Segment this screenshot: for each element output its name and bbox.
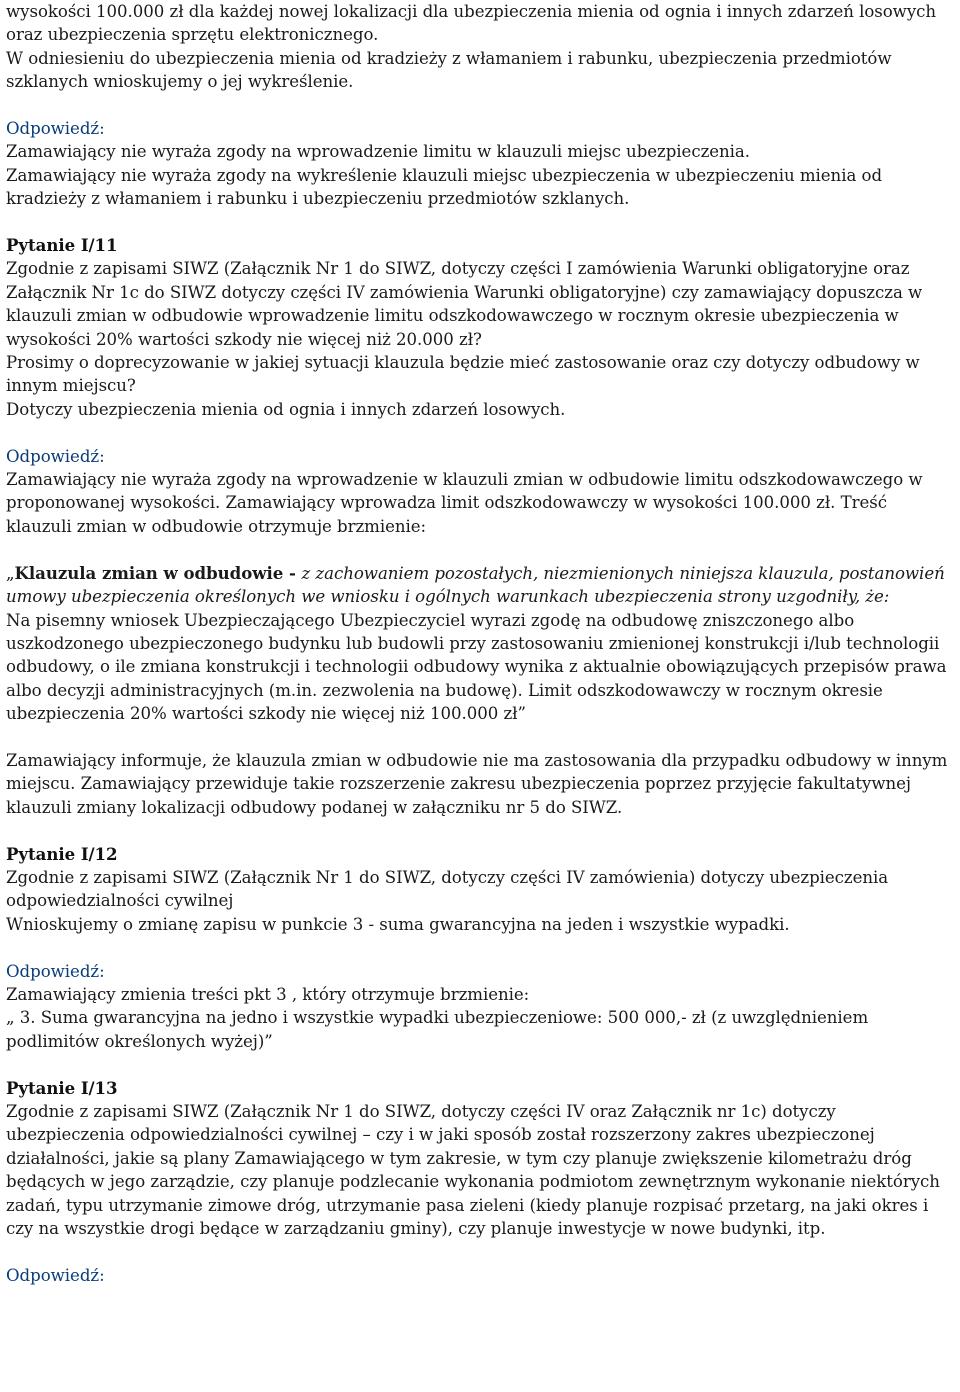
question-text: Zgodnie z zapisami SIWZ (Załącznik Nr 1 do SIWZ, dotyczy części IV zamówienia) dotyczy ubezpieczenia odpowiedzialności cywilnej	[6, 867, 889, 911]
quote-mark: „	[6, 563, 15, 583]
answer-label: Odpowiedź:	[6, 1265, 105, 1285]
question-text: Zgodnie z zapisami SIWZ (Załącznik Nr 1 do SIWZ, dotyczy części I zamówienia Warunki obligatoryjne oraz Załącznik Nr 1c do SIWZ dotyczy części IV zamówienia Warunki obligatoryjne) czy zamawiający dopuszcza w klauzuli zmian w odbudowie wprowadzenie limitu odszkodowawczego w rocznym okresie ubezpieczenia w wysokości 20% wartości szkody nie więcej niż 20.000 zł?	[6, 259, 923, 349]
clause-dash: -	[283, 562, 302, 583]
clause-body: Na pisemny wniosek Ubezpieczającego Ubezpieczyciel wyrazi zgodę na odbudowę zniszczonego albo uszkodzonego ubezpieczonego budynku lub budowli przy zastosowaniu zmienionej konstrukcji i/lub technologii odbudowy, o ile zmiana konstrukcji i technologii odbudowy wynika z aktualnie obowiązujących przepisów prawa albo decyzji administracyjnych (m.in. zezwolenia na budowę). Limit odszkodowawczy w rocznym okresie ubezpieczenia 20% wartości szkody nie więcej niż 100.000 zł”	[6, 610, 947, 724]
answer-text: „ 3. Suma gwarancyjna na jedno i wszystkie wypadki ubezpieczeniowe: 500 000,- zł (z uwzględnieniem podlimitów określonych wyżej)”	[6, 1008, 869, 1051]
question-text: Zgodnie z zapisami SIWZ (Załącznik Nr 1 do SIWZ, dotyczy części IV oraz Załącznik nr 1c) dotyczy ubezpieczenia odpowiedzialności cywilnej – czy i w jaki sposób został rozszerzony zakres ubezpieczonej działalności, jakie są plany Zamawiającego w tym zakresie, w tym czy planuje zwiększenie kilometrażu dróg będących w jego zarządzie, czy planuje podzlecanie wykonania podmiotom zewnętrznym wykonanie niektórych zadań, typu utrzymanie zimowe dróg, utrzymanie pasa zieleni (kiedy planuje rozpisać przetarg, na jaki okres i czy na wszystkie drogi będące w zarządzaniu gminy), czy planuje inwestycje w nowe budynki, itp.	[6, 1101, 940, 1238]
question-text: Prosimy o doprecyzowanie w jakiej sytuacji klauzula będzie mieć zastosowanie oraz czy dotyczy odbudowy w innym miejscu?	[6, 353, 920, 396]
answer-text: Zamawiający nie wyraża zgody na wprowadzenie limitu w klauzuli miejsc ubezpieczenia.	[6, 142, 750, 162]
question-text: Wnioskujemy o zmianę zapisu w punkcie 3 - suma gwarancyjna na jeden i wszystkie wypadki.	[6, 914, 790, 934]
answer-text: Zamawiający nie wyraża zgody na wykreślenie klauzuli miejsc ubezpieczenia w ubezpieczeniu mienia od kradzieży z włamaniem i rabunku i ubezpieczeniu przedmiotów szklanych.	[6, 165, 883, 209]
question-title: Pytanie I/13	[6, 1077, 118, 1098]
question-title: Pytanie I/12	[6, 843, 118, 864]
clause-title: Klauzula zmian w odbudowie	[14, 562, 284, 583]
paragraph-limit-locations: wysokości 100.000 zł dla każdej nowej lokalizacji dla ubezpieczenia mienia od ognia i innych zdarzeń losowych oraz ubezpieczenia sprzętu elektronicznego.	[6, 2, 937, 45]
answer-label: Odpowiedź:	[6, 446, 105, 466]
answer-label: Odpowiedź:	[6, 119, 105, 139]
question-title: Pytanie I/11	[6, 235, 118, 256]
clause-intro	[6, 562, 956, 609]
answer-text: Zamawiający informuje, że klauzula zmian w odbudowie nie ma zastosowania dla przypadku odbudowy w innym miejscu. Zamawiający przewiduje takie rozszerzenie zakresu ubezpieczenia poprzez przyjęcie fakultatywnej klauzuli zmiany lokalizacji odbudowy podanej w załączniku nr 5 do SIWZ.	[6, 750, 948, 817]
answer-text: Zamawiający nie wyraża zgody na wprowadzenie w klauzuli zmian w odbudowie limitu odszkodowawczego w proponowanej wysokości. Zamawiający wprowadza limit odszkodowawczy w wysokości 100.000 zł. Treść klauzuli zmian w odbudowie otrzymuje brzmienie:	[6, 470, 923, 536]
question-text: Dotyczy ubezpieczenia mienia od ognia i innych zdarzeń losowych.	[6, 399, 566, 419]
answer-label: Odpowiedź:	[6, 961, 105, 981]
document-page	[6, 0, 956, 1287]
clause-italic-text: z zachowaniem pozostałych, niezmienionych niniejsza klauzula, postanowień umowy ubezpieczenia określonych we wniosku i ogólnych warunkach ubezpieczenia strony uzgodniły, że:	[6, 563, 945, 607]
answer-text: Zamawiający zmienia treści pkt 3 , który otrzymuje brzmienie:	[6, 984, 530, 1004]
paragraph-theft-request: W odniesieniu do ubezpieczenia mienia od kradzieży z włamaniem i rabunku, ubezpieczenia przedmiotów szklanych wnioskujemy o jej wykreślenie.	[6, 48, 892, 92]
